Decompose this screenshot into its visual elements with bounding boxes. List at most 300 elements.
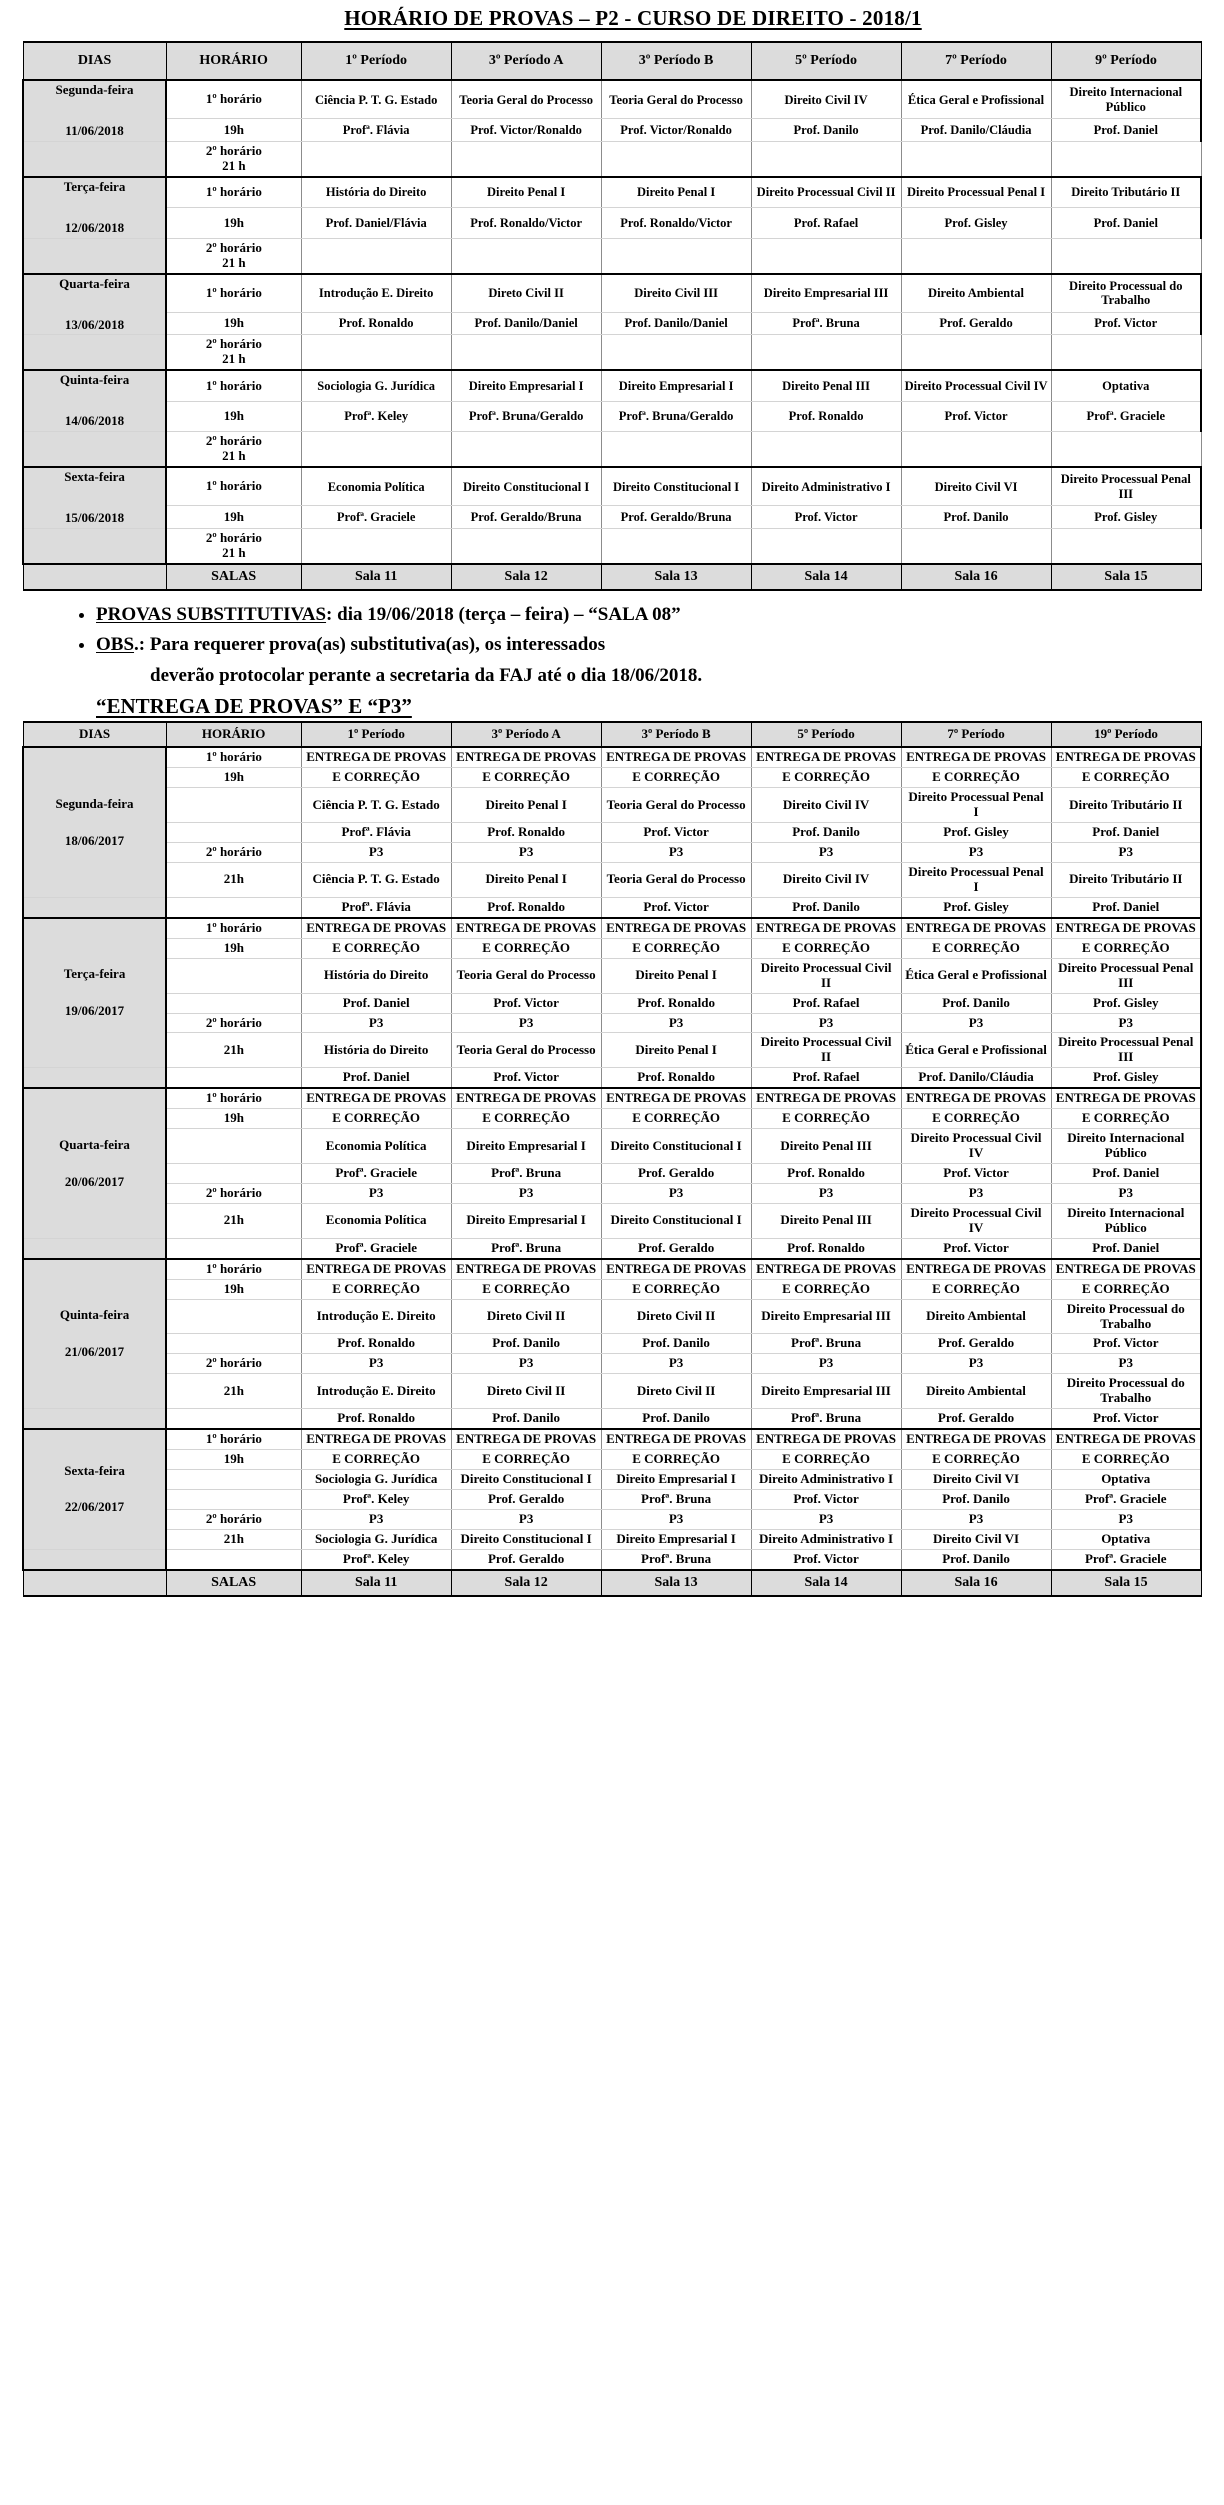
time-cell: 19h bbox=[166, 312, 301, 335]
table-row bbox=[23, 1509, 1201, 1529]
correcao-cell: E CORREÇÃO bbox=[751, 768, 901, 788]
day-name: Quinta-feira bbox=[59, 372, 130, 388]
teacher-cell: Prof. Victor/Ronaldo bbox=[601, 119, 751, 142]
table-row bbox=[23, 1470, 1201, 1490]
p3-label-cell: P3 bbox=[1051, 1354, 1201, 1374]
teacher-cell: Profª. Flávia bbox=[301, 823, 451, 843]
table-row bbox=[23, 177, 1201, 208]
subject-cell: Teoria Geral do Processo bbox=[451, 80, 601, 119]
p3-subject-cell: Direito Constitucional I bbox=[451, 1529, 601, 1549]
day-name-cell bbox=[23, 1259, 166, 1409]
period-label-cell: 1º horário bbox=[166, 177, 301, 208]
day-name: Terça-feira bbox=[63, 966, 126, 982]
subject-cell: Direito Penal I bbox=[601, 958, 751, 993]
p3-subject-cell: Direto Civil II bbox=[601, 1374, 751, 1409]
time-cell: 21h bbox=[166, 1203, 301, 1238]
teacher-cell: Prof. Danilo bbox=[451, 1334, 601, 1354]
p3-teacher-cell: Prof. Danilo bbox=[901, 1549, 1051, 1569]
notes-block bbox=[0, 601, 1224, 691]
empty-cell bbox=[751, 335, 901, 370]
subject-cell: Direito Processual Penal III bbox=[1051, 467, 1201, 506]
day-spacer-cell bbox=[23, 528, 166, 563]
p3-teacher-cell: Profª. Bruna bbox=[601, 1549, 751, 1569]
teacher-cell: Profª. Bruna bbox=[451, 1164, 601, 1184]
p3-subject-cell: Direito Penal I bbox=[601, 1033, 751, 1068]
day-spacer-cell bbox=[23, 238, 166, 273]
correcao-cell: E CORREÇÃO bbox=[901, 768, 1051, 788]
p3-label-cell: P3 bbox=[901, 1183, 1051, 1203]
note-substitutivas bbox=[96, 601, 1224, 630]
entrega-cell: ENTREGA DE PROVAS bbox=[301, 1088, 451, 1108]
teacher-cell: Prof. Rafael bbox=[751, 208, 901, 238]
subject-cell: Ciência P. T. G. Estado bbox=[301, 788, 451, 823]
p3-label-cell: P3 bbox=[1051, 843, 1201, 863]
subject-cell: Direito Constitucional I bbox=[601, 467, 751, 506]
second-period-cell: 2º horário bbox=[166, 1509, 301, 1529]
day-date: 22/06/2017 bbox=[64, 1499, 125, 1515]
entrega-cell: ENTREGA DE PROVAS bbox=[451, 1088, 601, 1108]
p3-label-cell: P3 bbox=[451, 1013, 601, 1033]
correcao-cell: E CORREÇÃO bbox=[1051, 938, 1201, 958]
empty-cell bbox=[301, 335, 451, 370]
correcao-cell: E CORREÇÃO bbox=[1051, 1109, 1201, 1129]
p3-subject-cell: Direito Processual do Trabalho bbox=[1051, 1374, 1201, 1409]
p3-label-cell: P3 bbox=[1051, 1013, 1201, 1033]
table-row bbox=[23, 1429, 1201, 1449]
table-row bbox=[23, 1299, 1201, 1334]
correcao-cell: E CORREÇÃO bbox=[301, 768, 451, 788]
entrega-cell: ENTREGA DE PROVAS bbox=[751, 747, 901, 767]
subject-cell: Direito Internacional Público bbox=[1051, 1129, 1201, 1164]
table-row bbox=[23, 1279, 1201, 1299]
day-date: 20/06/2017 bbox=[64, 1173, 125, 1189]
column-header-6: 5º Período bbox=[751, 42, 901, 80]
second-period-cell: 2º horário 21 h bbox=[166, 335, 301, 370]
teacher-cell: Prof. Danilo bbox=[901, 1489, 1051, 1509]
empty-cell bbox=[601, 432, 751, 467]
second-period-cell: 2º horário bbox=[166, 1354, 301, 1374]
empty-cell bbox=[166, 1489, 301, 1509]
empty-cell bbox=[901, 141, 1051, 176]
correcao-cell: E CORREÇÃO bbox=[451, 768, 601, 788]
empty-cell bbox=[601, 528, 751, 563]
empty-cell bbox=[451, 238, 601, 273]
period-label-cell: 1º horário bbox=[166, 1088, 301, 1108]
correcao-cell: E CORREÇÃO bbox=[451, 1109, 601, 1129]
correcao-cell: E CORREÇÃO bbox=[301, 938, 451, 958]
p3-teacher-cell: Prof. Daniel bbox=[301, 1068, 451, 1088]
subject-cell: História do Direito bbox=[301, 177, 451, 208]
table-row bbox=[23, 432, 1201, 467]
p3-teacher-cell: Prof. Gisley bbox=[1051, 1068, 1201, 1088]
teacher-cell: Prof. Geraldo/Bruna bbox=[601, 506, 751, 529]
table-row bbox=[23, 1450, 1201, 1470]
sala-cell: Sala 13 bbox=[601, 1570, 751, 1596]
subject-cell: Direito Processual Civil IV bbox=[901, 370, 1051, 401]
table-header-row bbox=[23, 42, 1201, 80]
subject-cell: Introdução E. Direito bbox=[301, 1299, 451, 1334]
teacher-cell: Prof. Victor bbox=[601, 823, 751, 843]
period-label-cell: 1º horário bbox=[166, 80, 301, 119]
teacher-cell: Prof. Danilo/Daniel bbox=[451, 312, 601, 335]
correcao-cell: E CORREÇÃO bbox=[601, 1279, 751, 1299]
subject-cell: Direito Internacional Público bbox=[1051, 80, 1201, 119]
note-obs-label: OBS bbox=[96, 634, 135, 656]
correcao-cell: E CORREÇÃO bbox=[1051, 768, 1201, 788]
table-row bbox=[23, 1183, 1201, 1203]
subject-cell: Direito Empresarial I bbox=[601, 1470, 751, 1490]
entrega-cell: ENTREGA DE PROVAS bbox=[301, 1429, 451, 1449]
teacher-cell: Profª. Graciele bbox=[1051, 1489, 1201, 1509]
subject-cell: Direito Civil III bbox=[601, 274, 751, 313]
p3-teacher-cell: Prof. Ronaldo bbox=[301, 1409, 451, 1429]
subject-cell: Direito Processual Penal I bbox=[901, 788, 1051, 823]
empty-cell bbox=[301, 432, 451, 467]
p3-label-cell: P3 bbox=[601, 1013, 751, 1033]
p3-teacher-cell: Profª. Bruna bbox=[451, 1238, 601, 1258]
p3-teacher-cell: Profª. Keley bbox=[301, 1549, 451, 1569]
column-header-7: 7º Período bbox=[901, 722, 1051, 747]
empty-cell bbox=[901, 335, 1051, 370]
day-name: Sexta-feira bbox=[64, 1462, 125, 1478]
subject-cell: Direito Ambiental bbox=[901, 274, 1051, 313]
empty-cell bbox=[451, 141, 601, 176]
entrega-cell: ENTREGA DE PROVAS bbox=[451, 1259, 601, 1279]
table-row bbox=[23, 335, 1201, 370]
empty-cell bbox=[166, 1129, 301, 1164]
sala-cell: Sala 12 bbox=[451, 1570, 601, 1596]
p3-teacher-cell: Prof. Ronaldo bbox=[451, 897, 601, 917]
subject-cell: Direito Penal I bbox=[601, 177, 751, 208]
day-date: 19/06/2017 bbox=[64, 1003, 125, 1019]
teacher-cell: Prof. Gisley bbox=[1051, 506, 1201, 529]
second-period-cell: 2º horário bbox=[166, 1013, 301, 1033]
p3-subject-cell: História do Direito bbox=[301, 1033, 451, 1068]
entrega-cell: ENTREGA DE PROVAS bbox=[1051, 1429, 1201, 1449]
empty-cell bbox=[1051, 432, 1201, 467]
p3-subject-cell: Direito Processual Penal III bbox=[1051, 1033, 1201, 1068]
table-row bbox=[23, 918, 1201, 938]
subject-cell: Direito Penal I bbox=[451, 177, 601, 208]
p3-subject-cell: Direito Penal I bbox=[451, 863, 601, 898]
table-header-row bbox=[23, 722, 1201, 747]
teacher-cell: Prof. Ronaldo/Victor bbox=[451, 208, 601, 238]
subject-cell: Direito Empresarial III bbox=[751, 1299, 901, 1334]
teacher-cell: Profª. Bruna bbox=[751, 1334, 901, 1354]
p3-subject-cell: Sociologia G. Jurídica bbox=[301, 1529, 451, 1549]
empty-cell bbox=[751, 141, 901, 176]
sala-cell: Sala 16 bbox=[901, 1570, 1051, 1596]
salas-empty-cell bbox=[23, 1570, 166, 1596]
p3-subject-cell: Optativa bbox=[1051, 1529, 1201, 1549]
p3-label-cell: P3 bbox=[301, 1183, 451, 1203]
teacher-cell: Profª. Graciele bbox=[301, 506, 451, 529]
entrega-cell: ENTREGA DE PROVAS bbox=[451, 918, 601, 938]
p3-subject-cell: Direito Empresarial I bbox=[601, 1529, 751, 1549]
day-spacer-cell bbox=[23, 1068, 166, 1088]
empty-cell bbox=[166, 958, 301, 993]
p3-label-cell: P3 bbox=[301, 843, 451, 863]
empty-cell bbox=[451, 528, 601, 563]
p3-label-cell: P3 bbox=[1051, 1509, 1201, 1529]
column-header-2: HORÁRIO bbox=[166, 42, 301, 80]
day-date: 21/06/2017 bbox=[64, 1343, 125, 1359]
entrega-cell: ENTREGA DE PROVAS bbox=[451, 747, 601, 767]
table-row bbox=[23, 823, 1201, 843]
correcao-cell: E CORREÇÃO bbox=[451, 1279, 601, 1299]
entrega-cell: ENTREGA DE PROVAS bbox=[1051, 1088, 1201, 1108]
p3-label-cell: P3 bbox=[601, 1183, 751, 1203]
teacher-cell: Prof. Victor bbox=[751, 1489, 901, 1509]
period-label-cell: 1º horário bbox=[166, 747, 301, 767]
salas-label-cell: SALAS bbox=[166, 564, 301, 590]
empty-cell bbox=[451, 335, 601, 370]
empty-cell bbox=[751, 238, 901, 273]
empty-cell bbox=[601, 141, 751, 176]
subject-cell: Direito Processual do Trabalho bbox=[1051, 1299, 1201, 1334]
p3-label-cell: P3 bbox=[901, 1354, 1051, 1374]
day-name-cell bbox=[23, 467, 166, 528]
table-row bbox=[23, 1489, 1201, 1509]
p3-subject-cell: Direito Tributário II bbox=[1051, 863, 1201, 898]
day-spacer-cell bbox=[23, 335, 166, 370]
p3-teacher-cell: Prof. Rafael bbox=[751, 1068, 901, 1088]
table-row bbox=[23, 747, 1201, 767]
note-obs-text: .: Para requerer prova(as) substitutiva(as), os interessados bbox=[134, 634, 606, 656]
correcao-cell: E CORREÇÃO bbox=[751, 1279, 901, 1299]
entrega-cell: ENTREGA DE PROVAS bbox=[1051, 1259, 1201, 1279]
table-row bbox=[23, 788, 1201, 823]
p3-teacher-cell: Prof. Ronaldo bbox=[601, 1068, 751, 1088]
second-period-cell: 2º horário bbox=[166, 1183, 301, 1203]
subject-cell: Optativa bbox=[1051, 1470, 1201, 1490]
period-label-cell: 1º horário bbox=[166, 1429, 301, 1449]
p3-teacher-cell: Prof. Ronaldo bbox=[751, 1238, 901, 1258]
table-row bbox=[23, 370, 1201, 401]
entrega-cell: ENTREGA DE PROVAS bbox=[901, 918, 1051, 938]
p3-label-cell: P3 bbox=[451, 1354, 601, 1374]
note-obs bbox=[96, 631, 1224, 660]
correcao-cell: E CORREÇÃO bbox=[901, 1279, 1051, 1299]
table-row bbox=[23, 274, 1201, 313]
empty-cell bbox=[901, 528, 1051, 563]
exam-schedule-table-p2 bbox=[22, 41, 1202, 591]
empty-cell bbox=[601, 238, 751, 273]
day-name-cell bbox=[23, 1088, 166, 1238]
empty-cell bbox=[451, 432, 601, 467]
teacher-cell: Prof. Danilo bbox=[601, 1334, 751, 1354]
column-header-4: 3º Período A bbox=[451, 722, 601, 747]
sala-cell: Sala 11 bbox=[301, 564, 451, 590]
day-name-cell bbox=[23, 177, 166, 238]
p3-teacher-cell: Profª. Flávia bbox=[301, 897, 451, 917]
table-row bbox=[23, 768, 1201, 788]
p3-subject-cell: Direito Processual Civil II bbox=[751, 1033, 901, 1068]
empty-cell bbox=[166, 1549, 301, 1569]
day-name-cell bbox=[23, 918, 166, 1068]
sala-cell: Sala 16 bbox=[901, 564, 1051, 590]
table-row bbox=[23, 1409, 1201, 1429]
table-row bbox=[23, 1238, 1201, 1258]
teacher-cell: Prof. Gisley bbox=[1051, 993, 1201, 1013]
period-label-cell: 1º horário bbox=[166, 467, 301, 506]
table-row bbox=[23, 1164, 1201, 1184]
table-row bbox=[23, 528, 1201, 563]
p3-teacher-cell: Prof. Danilo bbox=[601, 1409, 751, 1429]
correcao-cell: E CORREÇÃO bbox=[301, 1279, 451, 1299]
subject-cell: Direito Civil VI bbox=[901, 467, 1051, 506]
table-row bbox=[23, 238, 1201, 273]
subject-cell: Teoria Geral do Processo bbox=[451, 958, 601, 993]
day-name: Quinta-feira bbox=[59, 1307, 130, 1322]
subject-cell: Ética Geral e Profissional bbox=[901, 958, 1051, 993]
period-label-cell: 1º horário bbox=[166, 370, 301, 401]
empty-cell bbox=[166, 1068, 301, 1088]
time-cell: 19h bbox=[166, 1279, 301, 1299]
subject-cell: Teoria Geral do Processo bbox=[601, 788, 751, 823]
correcao-cell: E CORREÇÃO bbox=[751, 1450, 901, 1470]
empty-cell bbox=[166, 1470, 301, 1490]
p3-label-cell: P3 bbox=[1051, 1183, 1201, 1203]
teacher-cell: Prof. Ronaldo bbox=[301, 312, 451, 335]
teacher-cell: Prof. Ronaldo bbox=[451, 823, 601, 843]
day-date: 13/06/2018 bbox=[64, 316, 125, 332]
table-row bbox=[23, 141, 1201, 176]
table-row bbox=[23, 208, 1201, 238]
empty-cell bbox=[601, 335, 751, 370]
empty-cell bbox=[166, 993, 301, 1013]
p3-teacher-cell: Prof. Geraldo bbox=[601, 1238, 751, 1258]
empty-cell bbox=[301, 141, 451, 176]
empty-cell bbox=[301, 238, 451, 273]
note-substitutivas-text: : dia 19/06/2018 (terça – feira) – “SALA 08” bbox=[326, 603, 681, 625]
subject-cell: Direito Empresarial I bbox=[601, 370, 751, 401]
teacher-cell: Prof. Victor bbox=[751, 506, 901, 529]
entrega-cell: ENTREGA DE PROVAS bbox=[901, 1088, 1051, 1108]
column-header-8: 9º Período bbox=[1051, 42, 1201, 80]
table-row bbox=[23, 467, 1201, 506]
subject-cell: Direito Penal III bbox=[751, 1129, 901, 1164]
time-cell: 19h bbox=[166, 506, 301, 529]
column-header-3: 1º Período bbox=[301, 722, 451, 747]
subject-cell: Economia Política bbox=[301, 1129, 451, 1164]
time-cell: 19h bbox=[166, 119, 301, 142]
column-header-3: 1º Período bbox=[301, 42, 451, 80]
entrega-cell: ENTREGA DE PROVAS bbox=[901, 1259, 1051, 1279]
p3-subject-cell: Ética Geral e Profissional bbox=[901, 1033, 1051, 1068]
p3-subject-cell: Direto Civil II bbox=[451, 1374, 601, 1409]
subject-cell: Direito Civil VI bbox=[901, 1470, 1051, 1490]
table-row bbox=[23, 863, 1201, 898]
table-row bbox=[23, 312, 1201, 335]
correcao-cell: E CORREÇÃO bbox=[601, 768, 751, 788]
column-header-6: 5º Período bbox=[751, 722, 901, 747]
table-row bbox=[23, 938, 1201, 958]
p3-label-cell: P3 bbox=[751, 1509, 901, 1529]
table-row bbox=[23, 80, 1201, 119]
entrega-cell: ENTREGA DE PROVAS bbox=[301, 747, 451, 767]
table-row bbox=[23, 1549, 1201, 1569]
empty-cell bbox=[1051, 335, 1201, 370]
teacher-cell: Prof. Daniel bbox=[301, 993, 451, 1013]
correcao-cell: E CORREÇÃO bbox=[451, 938, 601, 958]
correcao-cell: E CORREÇÃO bbox=[901, 938, 1051, 958]
p3-teacher-cell: Prof. Victor bbox=[1051, 1409, 1201, 1429]
sala-cell: Sala 14 bbox=[751, 564, 901, 590]
teacher-cell: Prof. Daniel bbox=[1051, 1164, 1201, 1184]
subject-cell: Direito Administrativo I bbox=[751, 467, 901, 506]
time-cell: 21h bbox=[166, 1529, 301, 1549]
teacher-cell: Profª. Bruna bbox=[601, 1489, 751, 1509]
subject-cell: Direito Tributário II bbox=[1051, 177, 1201, 208]
p3-subject-cell: Ciência P. T. G. Estado bbox=[301, 863, 451, 898]
table-row bbox=[23, 993, 1201, 1013]
column-header-5: 3º Período B bbox=[601, 42, 751, 80]
time-cell: 19h bbox=[166, 1450, 301, 1470]
correcao-cell: E CORREÇÃO bbox=[451, 1450, 601, 1470]
teacher-cell: Prof. Victor bbox=[901, 1164, 1051, 1184]
second-period-cell: 2º horário bbox=[166, 843, 301, 863]
empty-cell bbox=[1051, 238, 1201, 273]
entrega-cell: ENTREGA DE PROVAS bbox=[301, 918, 451, 938]
entrega-cell: ENTREGA DE PROVAS bbox=[601, 1088, 751, 1108]
p3-subject-cell: Direito Ambiental bbox=[901, 1374, 1051, 1409]
teacher-cell: Prof. Danilo bbox=[901, 993, 1051, 1013]
teacher-cell: Prof. Danilo bbox=[901, 506, 1051, 529]
p3-teacher-cell: Profª. Bruna bbox=[751, 1409, 901, 1429]
correcao-cell: E CORREÇÃO bbox=[1051, 1450, 1201, 1470]
day-date: 18/06/2017 bbox=[64, 832, 125, 848]
sala-cell: Sala 15 bbox=[1051, 564, 1201, 590]
sala-cell: Sala 12 bbox=[451, 564, 601, 590]
subject-cell: Direito Processual Penal I bbox=[901, 177, 1051, 208]
entrega-cell: ENTREGA DE PROVAS bbox=[751, 918, 901, 938]
correcao-cell: E CORREÇÃO bbox=[1051, 1279, 1201, 1299]
teacher-cell: Prof. Daniel bbox=[1051, 823, 1201, 843]
subject-cell: Direito Tributário II bbox=[1051, 788, 1201, 823]
teacher-cell: Prof. Victor bbox=[1051, 1334, 1201, 1354]
teacher-cell: Prof. Daniel bbox=[1051, 208, 1201, 238]
p3-label-cell: P3 bbox=[901, 1013, 1051, 1033]
entrega-cell: ENTREGA DE PROVAS bbox=[901, 747, 1051, 767]
table-row bbox=[23, 897, 1201, 917]
day-date: 14/06/2018 bbox=[64, 413, 125, 429]
p3-subject-cell: Direito Administrativo I bbox=[751, 1529, 901, 1549]
correcao-cell: E CORREÇÃO bbox=[901, 1109, 1051, 1129]
table-row bbox=[23, 1068, 1201, 1088]
time-cell: 21h bbox=[166, 1033, 301, 1068]
table-row bbox=[23, 1374, 1201, 1409]
subject-cell: Sociologia G. Jurídica bbox=[301, 1470, 451, 1490]
day-spacer-cell bbox=[23, 141, 166, 176]
day-spacer-cell bbox=[23, 432, 166, 467]
subject-cell: Direito Processual Penal III bbox=[1051, 958, 1201, 993]
table-row bbox=[23, 506, 1201, 529]
p3-label-cell: P3 bbox=[901, 1509, 1051, 1529]
p3-subject-cell: Direito Internacional Público bbox=[1051, 1203, 1201, 1238]
p3-label-cell: P3 bbox=[901, 843, 1051, 863]
table-row bbox=[23, 1259, 1201, 1279]
sala-cell: Sala 13 bbox=[601, 564, 751, 590]
table-row bbox=[23, 1529, 1201, 1549]
p3-label-cell: P3 bbox=[451, 843, 601, 863]
p3-teacher-cell: Prof. Daniel bbox=[1051, 1238, 1201, 1258]
p3-label-cell: P3 bbox=[451, 1509, 601, 1529]
entrega-cell: ENTREGA DE PROVAS bbox=[301, 1259, 451, 1279]
subject-cell: Ética Geral e Profissional bbox=[901, 80, 1051, 119]
day-name: Quarta-feira bbox=[59, 1136, 130, 1152]
subject-cell: Optativa bbox=[1051, 370, 1201, 401]
